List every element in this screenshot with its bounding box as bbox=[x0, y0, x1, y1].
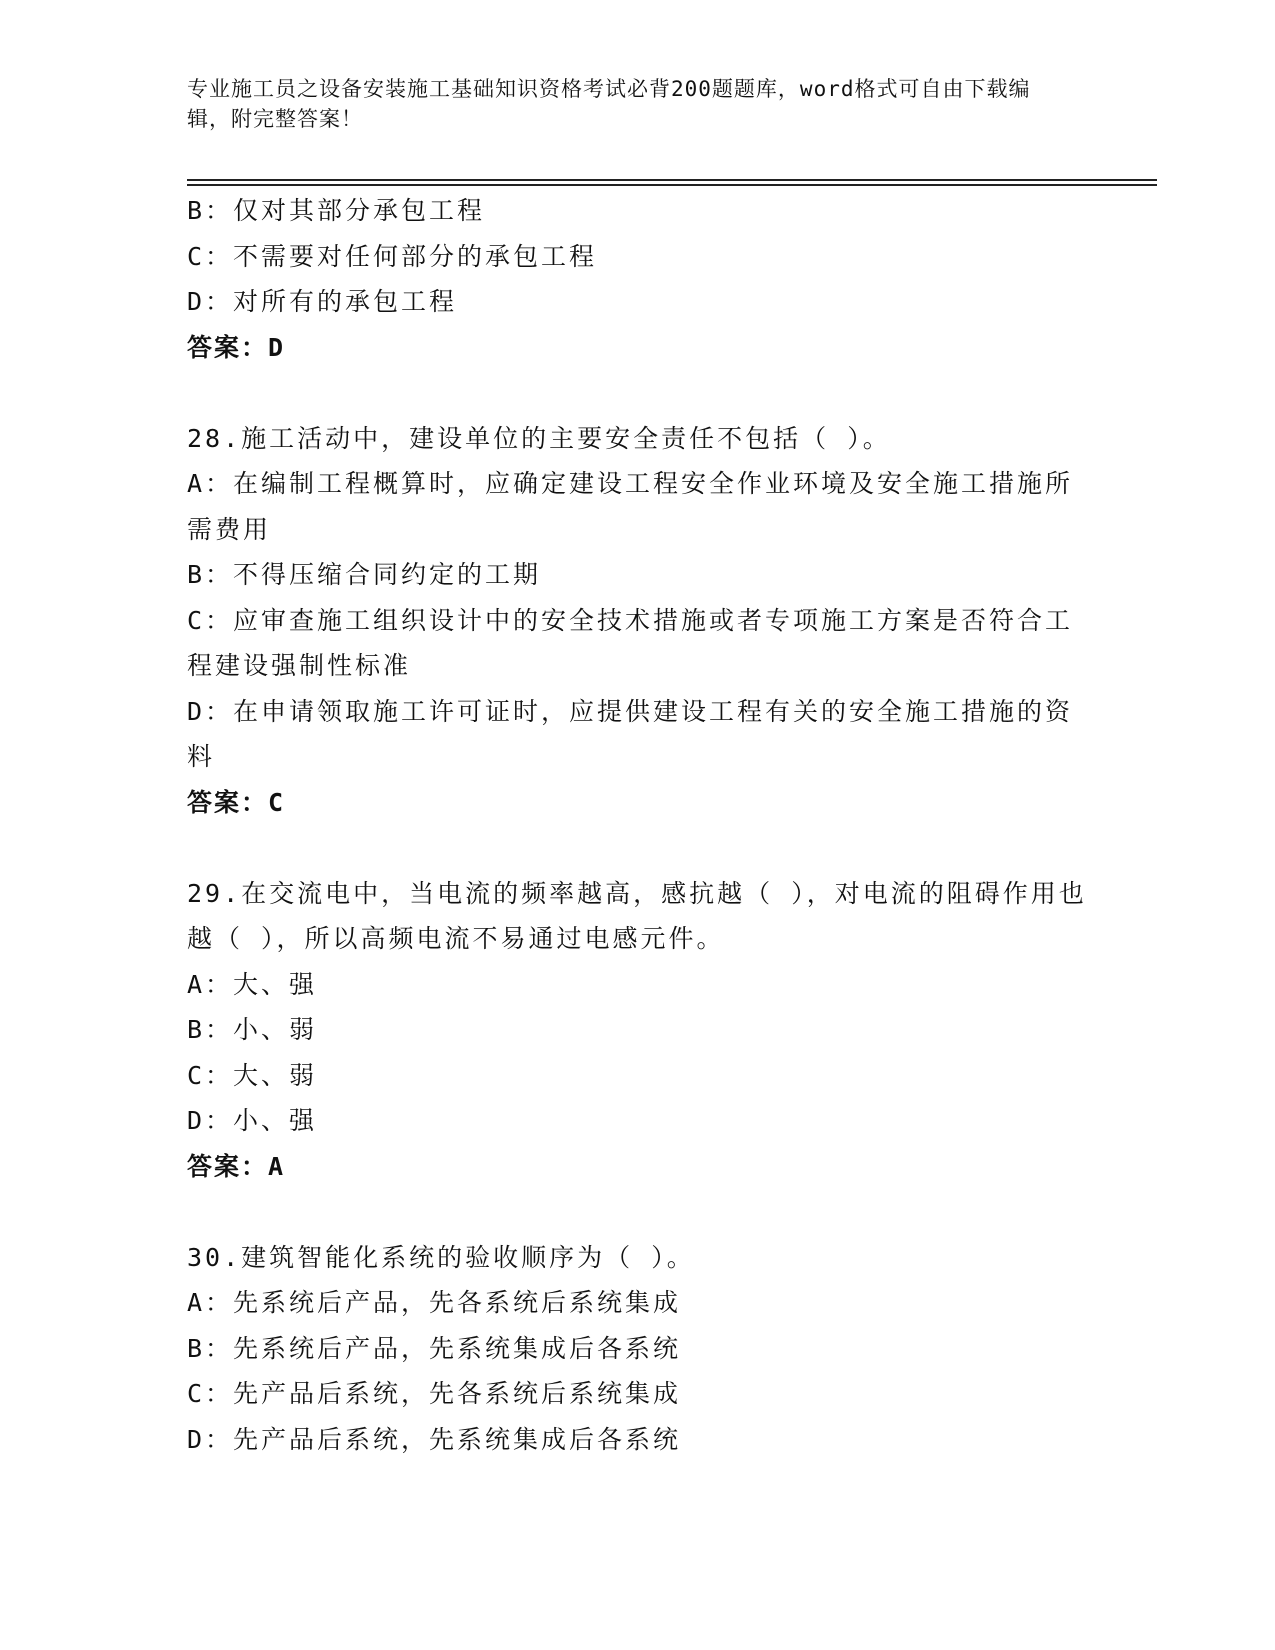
question-29 bbox=[187, 871, 1087, 1190]
option-d: D：对所有的承包工程 bbox=[187, 287, 458, 316]
header-divider-top bbox=[187, 179, 1157, 181]
spacer bbox=[187, 370, 1087, 416]
question-27-fragment bbox=[187, 188, 1087, 370]
option-a: A：先系统后产品，先各系统后系统集成 bbox=[187, 1288, 682, 1317]
question-28 bbox=[187, 416, 1087, 826]
question-30 bbox=[187, 1235, 1087, 1463]
header-divider-bottom bbox=[187, 184, 1157, 186]
option-d: D：先产品后系统，先系统集成后各系统 bbox=[187, 1424, 682, 1454]
option-b: B：不得压缩合同约定的工期 bbox=[187, 560, 542, 589]
answer-line: 答案：D bbox=[187, 332, 286, 362]
answer-line: 答案：A bbox=[187, 1151, 286, 1181]
question-stem: 30.建筑智能化系统的验收顺序为（ ）。 bbox=[187, 1242, 695, 1272]
option-a: A：大、强 bbox=[187, 969, 318, 999]
option-d: D：小、强 bbox=[187, 1106, 318, 1135]
question-stem: 28.施工活动中，建设单位的主要安全责任不包括（ ）。 bbox=[187, 423, 891, 453]
option-b: B：小、弱 bbox=[187, 1015, 318, 1044]
option-b: B：先系统后产品，先系统集成后各系统 bbox=[187, 1333, 682, 1363]
option-c: C：大、弱 bbox=[187, 1060, 318, 1090]
spacer bbox=[187, 825, 1087, 871]
option-b: B：仅对其部分承包工程 bbox=[187, 196, 486, 225]
option-c: C：先产品后系统，先各系统后系统集成 bbox=[187, 1379, 682, 1408]
option-c: C：应审查施工组织设计中的安全技术措施或者专项施工方案是否符合工程建设强制性标准 bbox=[187, 605, 1074, 680]
answer-line: 答案：C bbox=[187, 787, 286, 817]
option-c: C：不需要对任何部分的承包工程 bbox=[187, 241, 598, 271]
option-a: A：在编制工程概算时，应确定建设工程安全作业环境及安全施工措施所需费用 bbox=[187, 469, 1074, 544]
document-header: 专业施工员之设备安装施工基础知识资格考试必背200题题库，word格式可自由下载编辑，附完整答案！ bbox=[187, 77, 1031, 131]
question-list bbox=[187, 188, 1087, 1462]
option-d: D：在申请领取施工许可证时，应提供建设工程有关的安全施工措施的资料 bbox=[187, 696, 1074, 771]
question-stem: 29.在交流电中，当电流的频率越高，感抗越（ ），对电流的阻碍作用也越（ ），所以高频电流不易通过电感元件。 bbox=[187, 878, 1087, 953]
spacer bbox=[187, 1189, 1087, 1235]
